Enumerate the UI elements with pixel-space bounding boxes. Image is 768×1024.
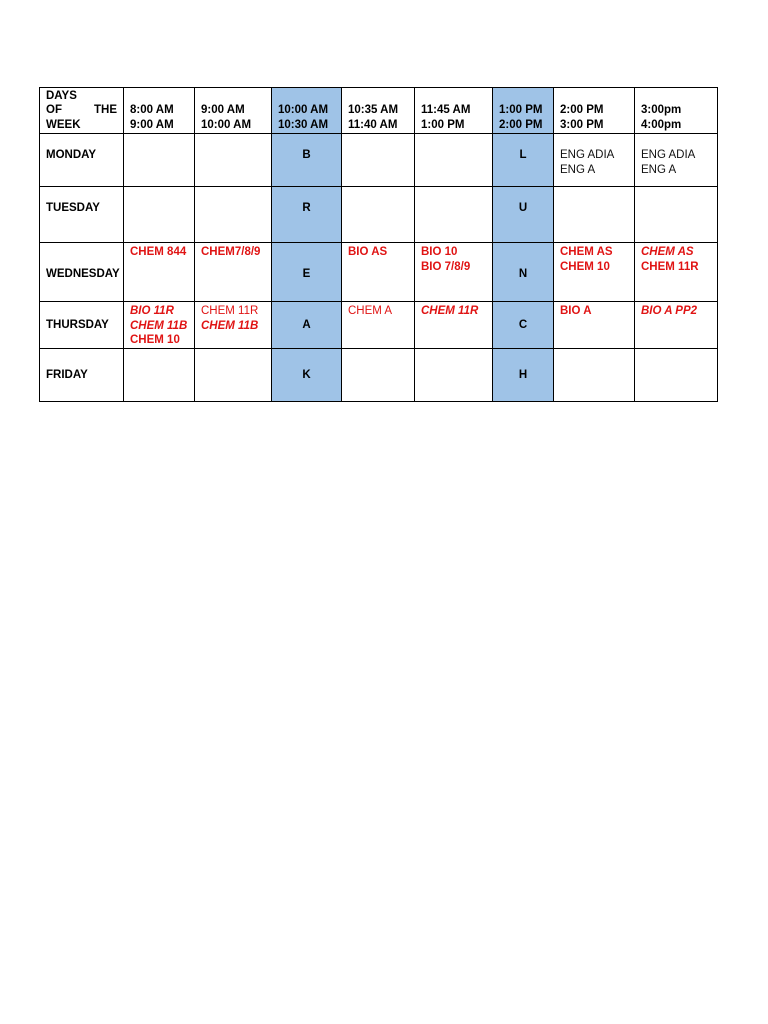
class-entry: CHEM 11B [201, 319, 259, 332]
cell-thu-1145 [415, 302, 493, 349]
cell-mon-1145 [415, 134, 493, 187]
timetable [39, 87, 718, 402]
break-letter-text: A [302, 318, 311, 331]
class-entry: CHEM A [348, 305, 393, 317]
slot-start: 10:00 AM [278, 104, 329, 116]
table-row [40, 134, 718, 187]
header-row [40, 88, 718, 134]
class-entry: CHEM 11R [641, 260, 699, 273]
break-letter [272, 302, 342, 349]
slot-start: 8:00 AM [130, 104, 174, 116]
time-slot-1 [124, 88, 195, 134]
cell-tue-8am [124, 187, 195, 243]
cell-mon-3pm [635, 134, 718, 187]
cell-wed-3pm [635, 243, 718, 302]
class-entry: BIO A [560, 305, 592, 317]
cell-fri-1145 [415, 349, 493, 402]
slot-end: 4:00pm [641, 118, 682, 131]
break-letter [272, 134, 342, 187]
class-entry: BIO 7/8/9 [421, 260, 471, 273]
time-slot-5 [415, 88, 493, 134]
day-friday: FRIDAY [40, 349, 124, 402]
lunch-letter-text: N [518, 267, 528, 280]
the-label: THE [94, 104, 117, 117]
class-entry: CHEM 11R [421, 305, 479, 317]
cell-thu-8am [124, 302, 195, 349]
class-entry: ENG A [560, 163, 596, 176]
slot-end: 10:30 AM [278, 118, 329, 131]
table-row [40, 349, 718, 402]
day-wednesday: WEDNESDAY [40, 243, 124, 302]
class-entry: CHEM 10 [560, 260, 610, 273]
time-slot-8 [635, 88, 718, 134]
cell-fri-8am [124, 349, 195, 402]
class-entry: BIO 10 [421, 246, 458, 258]
class-entry: BIO AS [348, 246, 388, 258]
cell-mon-1035 [342, 134, 415, 187]
cell-fri-2pm [554, 349, 635, 402]
class-entry: CHEM 11R [201, 305, 259, 317]
lunch-letter [493, 134, 554, 187]
lunch-letter-text: H [518, 368, 528, 381]
cell-mon-2pm [554, 134, 635, 187]
days-of-week-header [40, 88, 124, 134]
day-tuesday: TUESDAY [40, 187, 124, 243]
time-slot-4 [342, 88, 415, 134]
cell-wed-2pm [554, 243, 635, 302]
table-row [40, 302, 718, 349]
lunch-letter-text: L [519, 149, 527, 161]
lunch-letter [493, 349, 554, 402]
cell-mon-8am [124, 134, 195, 187]
of-label: OF [46, 104, 62, 117]
cell-tue-2pm [554, 187, 635, 243]
class-entry: ENG A [641, 163, 677, 176]
cell-wed-9am [195, 243, 272, 302]
class-entry: CHEM7/8/9 [201, 246, 261, 258]
cell-thu-3pm [635, 302, 718, 349]
time-slot-break [272, 88, 342, 134]
lunch-letter [493, 243, 554, 302]
cell-tue-1145 [415, 187, 493, 243]
class-entry: ENG ADIA [641, 149, 696, 161]
class-entry: ENG ADIA [560, 149, 615, 161]
lunch-letter-text: U [518, 202, 528, 214]
slot-start: 9:00 AM [201, 104, 245, 116]
break-letter-text: E [302, 267, 311, 280]
table-row [40, 243, 718, 302]
days-label: DAYS [46, 89, 77, 102]
slot-end: 10:00 AM [201, 118, 252, 131]
slot-end: 9:00 AM [130, 118, 174, 131]
slot-end: 1:00 PM [421, 118, 465, 131]
time-slot-7 [554, 88, 635, 134]
class-entry: CHEM AS [560, 246, 613, 258]
break-letter [272, 187, 342, 243]
slot-start: 10:35 AM [348, 104, 399, 116]
slot-end: 2:00 PM [499, 118, 543, 131]
cell-tue-1035 [342, 187, 415, 243]
of-the-line [46, 103, 117, 118]
cell-wed-1035 [342, 243, 415, 302]
cell-wed-8am [124, 243, 195, 302]
break-letter-text: K [302, 368, 311, 381]
cell-tue-9am [195, 187, 272, 243]
class-entry: CHEM 844 [130, 246, 187, 258]
class-entry: BIO A PP2 [641, 305, 698, 317]
class-entry: CHEM 11B [130, 319, 188, 332]
week-label: WEEK [46, 118, 81, 131]
day-monday: MONDAY [40, 134, 124, 187]
break-letter-text: R [302, 202, 311, 214]
time-slot-2 [195, 88, 272, 134]
break-letter [272, 349, 342, 402]
time-slot-lunch [493, 88, 554, 134]
class-entry: CHEM AS [641, 246, 694, 258]
cell-tue-3pm [635, 187, 718, 243]
lunch-letter-text: C [518, 318, 528, 331]
slot-start: 11:45 AM [421, 104, 471, 116]
break-letter-text: B [302, 149, 311, 161]
cell-fri-9am [195, 349, 272, 402]
cell-mon-9am [195, 134, 272, 187]
lunch-letter [493, 187, 554, 243]
slot-end: 11:40 AM [348, 118, 398, 131]
class-entry: CHEM 10 [130, 334, 180, 346]
class-entry: BIO 11R [130, 305, 174, 317]
cell-thu-2pm [554, 302, 635, 349]
day-thursday: THURSDAY [40, 302, 124, 349]
cell-thu-9am [195, 302, 272, 349]
slot-start: 1:00 PM [499, 104, 543, 116]
cell-thu-1035 [342, 302, 415, 349]
table-row [40, 187, 718, 243]
cell-wed-1145 [415, 243, 493, 302]
cell-fri-1035 [342, 349, 415, 402]
slot-start: 2:00 PM [560, 104, 604, 116]
cell-fri-3pm [635, 349, 718, 402]
break-letter [272, 243, 342, 302]
slot-end: 3:00 PM [560, 118, 604, 131]
slot-start: 3:00pm [641, 104, 682, 116]
lunch-letter [493, 302, 554, 349]
